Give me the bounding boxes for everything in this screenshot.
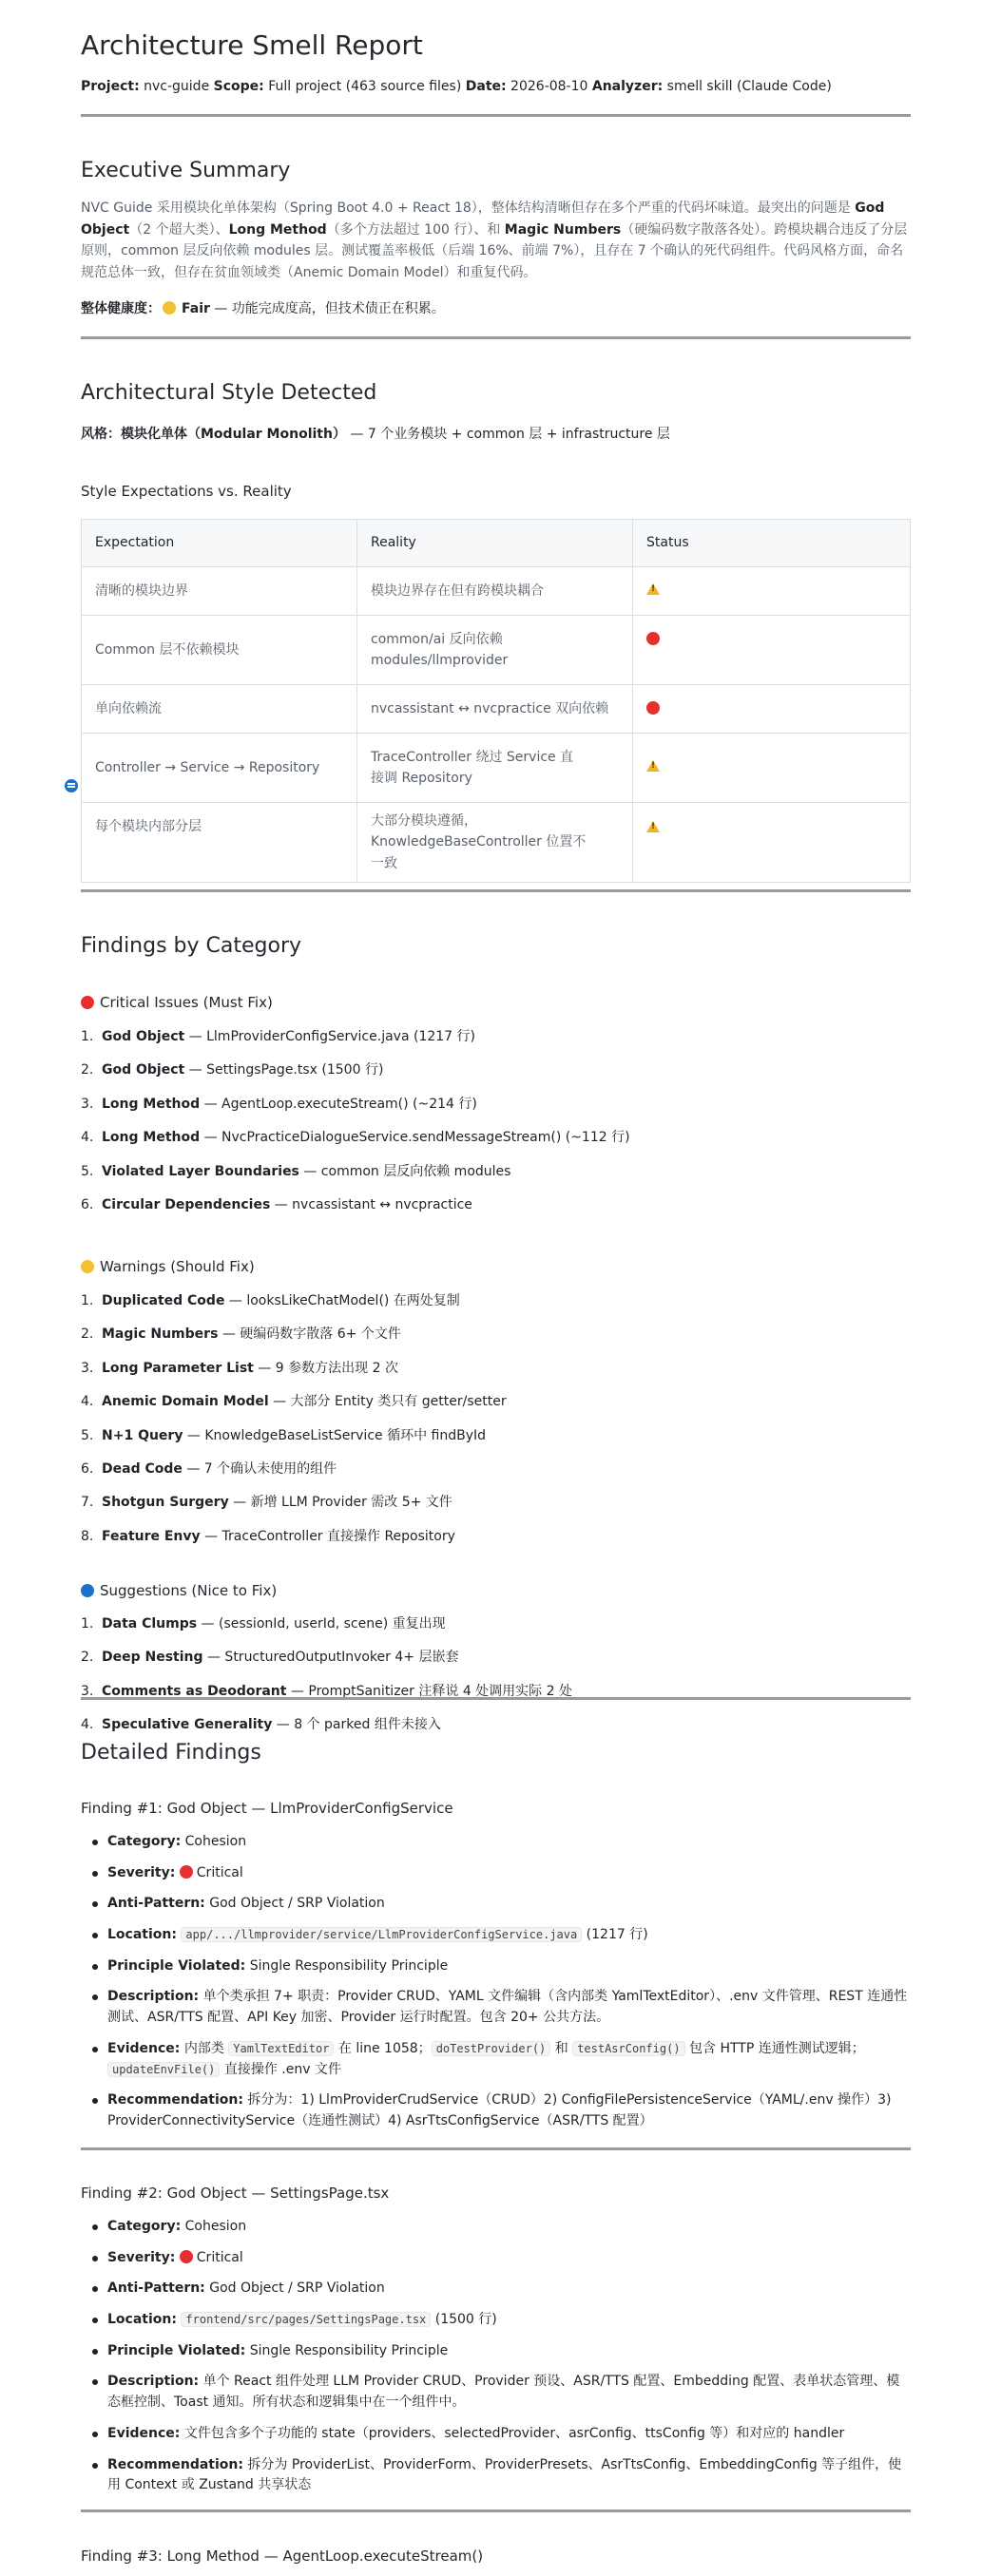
scope-value: Full project (463 source files) xyxy=(263,79,466,94)
cell-expectation: 每个模块内部分层 xyxy=(82,803,357,883)
style-line xyxy=(81,424,670,445)
finding-name: Speculative Generality xyxy=(102,1717,273,1733)
red-circle-icon xyxy=(81,996,94,1009)
cell-status xyxy=(633,803,911,883)
cell-expectation: Common 层不依赖模块 xyxy=(82,616,357,685)
detail-value: 单个 React 组件处理 LLM Provider CRUD、Provider 预设、ASR/TTS 配置、Embedding 配置、表单状态管理、模态框控制、Toast 通知。所有状态和逻辑集中在一个组件中。 xyxy=(107,2374,900,2411)
list-item xyxy=(81,2217,911,2238)
list-item xyxy=(81,1956,911,1977)
detail-value: (1217 行) xyxy=(582,1927,648,1943)
finding-desc: — TraceController 直接操作 Repository xyxy=(200,1528,455,1544)
list-item: 1. God Object — LlmProviderConfigService.java (1217 行) xyxy=(81,1029,475,1044)
finding-name: Magic Numbers xyxy=(102,1326,219,1343)
divider xyxy=(81,1697,911,1700)
health-line xyxy=(81,298,445,319)
detail-value: Single Responsibility Principle xyxy=(245,2342,449,2358)
detail-label: Evidence: xyxy=(107,2040,181,2056)
divider xyxy=(81,2147,911,2150)
finding-name: Long Parameter List xyxy=(102,1360,254,1376)
list-item: 1. Data Clumps — (sessionId, userId, scene) 重复出现 xyxy=(81,1616,446,1631)
detailed-heading: Detailed Findings xyxy=(81,1741,261,1765)
cell-status xyxy=(633,734,911,803)
red-circle-icon xyxy=(646,701,660,715)
evidence-code: testAsrConfig() xyxy=(572,2041,684,2056)
findings-heading: Findings by Category xyxy=(81,934,302,958)
list-item: 4. Long Method — NvcPracticeDialogueService.sendMessageStream() (~112 行) xyxy=(81,1130,630,1146)
detail-value: 拆分为：1) LlmProviderCrudService（CRUD）2) ConfigFilePersistenceService（YAML/.env 操作）3) ProviderConnectivityService（连通性测试）4) AsrTtsConfigService（ASR/TTS 配置） xyxy=(107,2092,892,2128)
detail-label: Evidence: xyxy=(107,2425,181,2441)
detail-value: 文件包含多个子功能的 state（providers、selectedProvider、asrConfig、ttsConfig 等）和对应的 handler xyxy=(180,2425,845,2441)
cell-reality: 模块边界存在但有跨模块耦合 xyxy=(357,567,633,616)
finding-name: Violated Layer Boundaries xyxy=(102,1163,299,1179)
summary-heading: Executive Summary xyxy=(81,159,291,182)
finding-name: Comments as Deodorant xyxy=(102,1683,287,1699)
analyzer-value: smell skill (Claude Code) xyxy=(663,79,832,94)
table-row xyxy=(82,685,911,734)
list-item: 6. Circular Dependencies — nvcassistant ↔ nvcpractice xyxy=(81,1196,472,1212)
detail-label: Recommendation: xyxy=(107,2092,243,2109)
warnings-heading-text: Warnings (Should Fix) xyxy=(100,1258,255,1275)
summary-text-2: （2 个超大类）、 xyxy=(129,221,229,238)
detail-label: Principle Violated: xyxy=(107,2342,246,2358)
health-note: — 功能完成度高，但技术债正在积累。 xyxy=(209,301,445,316)
warning-icon xyxy=(646,760,660,772)
summary-bold-long-method: Long Method xyxy=(228,221,327,238)
finding-2-details xyxy=(81,2217,911,2507)
cell-reality-text: common/ai 反向依赖 modules/llmprovider xyxy=(371,631,509,668)
cell-expectation: Controller → Service → Repository xyxy=(82,734,357,803)
table-row xyxy=(82,734,911,803)
suggestions-heading-text: Suggestions (Nice to Fix) xyxy=(100,1582,278,1599)
finding-desc: — 8 个 parked 组件未接入 xyxy=(272,1717,441,1733)
list-item xyxy=(81,1863,911,1884)
red-circle-icon xyxy=(646,632,660,645)
list-item: 1. Duplicated Code — looksLikeChatModel() 在两处复制 xyxy=(81,1293,460,1308)
detail-value: (1500 行) xyxy=(431,2312,497,2328)
col-reality: Reality xyxy=(357,520,633,567)
project-label: Project: xyxy=(81,79,140,94)
finding-name: Circular Dependencies xyxy=(102,1196,271,1212)
col-status: Status xyxy=(633,520,911,567)
finding-desc: — PromptSanitizer 注释说 4 处调用实际 2 处 xyxy=(286,1683,572,1699)
finding-desc: — (sessionId, userId, scene) 重复出现 xyxy=(197,1616,446,1631)
finding-name: Data Clumps xyxy=(102,1616,198,1631)
finding-desc: — 大部分 Entity 类只有 getter/setter xyxy=(268,1394,507,1410)
finding-1-details xyxy=(81,1832,911,2143)
finding-name: God Object xyxy=(102,1062,185,1078)
detail-value: 和 xyxy=(550,2040,573,2056)
finding-desc: — LlmProviderConfigService.java (1217 行) xyxy=(184,1029,475,1044)
cell-expectation: 单向依赖流 xyxy=(82,685,357,734)
suggestions-heading xyxy=(81,1579,277,1602)
divider xyxy=(81,2509,911,2512)
detail-label: Severity: xyxy=(107,1864,176,1880)
warnings-list xyxy=(81,1290,911,1559)
cell-reality xyxy=(357,616,633,685)
list-item xyxy=(81,2372,911,2413)
red-circle-icon xyxy=(180,1865,193,1879)
finding-desc: — 硬编码数字散落 6+ 个文件 xyxy=(218,1326,401,1343)
detail-value: 包含 HTTP 连通性测试逻辑； xyxy=(684,2040,865,2056)
warning-icon xyxy=(646,821,660,832)
health-label: 整体健康度： xyxy=(81,301,161,316)
detail-label: Description: xyxy=(107,2374,200,2390)
finding-name: Shotgun Surgery xyxy=(102,1495,229,1511)
detail-label: Anti-Pattern: xyxy=(107,1896,205,1912)
cell-reality-text: 大部分模块遵循，KnowledgeBaseController 位置不一致 xyxy=(371,813,587,871)
cell-expectation: 清晰的模块边界 xyxy=(82,567,357,616)
finding-desc: — nvcassistant ↔ nvcpractice xyxy=(270,1196,472,1212)
warning-icon xyxy=(646,583,660,595)
divider xyxy=(81,889,911,892)
cell-status xyxy=(633,685,911,734)
list-item xyxy=(81,2455,911,2496)
project-value: nvc-guide xyxy=(139,79,214,94)
style-label: 风格：模块化单体（Modular Monolith） xyxy=(81,427,346,442)
analyzer-label: Analyzer: xyxy=(591,79,664,94)
detail-label: Recommendation: xyxy=(107,2456,243,2472)
detail-label: Category: xyxy=(107,1834,182,1849)
summary-bold-god-object: God Object xyxy=(81,200,885,238)
list-item: 2. Magic Numbers — 硬编码数字散落 6+ 个文件 xyxy=(81,1326,401,1343)
cell-reality xyxy=(357,734,633,803)
detail-value: Single Responsibility Principle xyxy=(245,1957,449,1974)
cell-reality-text: TraceController 绕过 Service 直接调 Repository xyxy=(371,749,574,786)
yellow-circle-icon xyxy=(163,301,176,315)
list-item xyxy=(81,2248,911,2269)
suggestions-list xyxy=(81,1613,911,1748)
list-item: 2. God Object — SettingsPage.tsx (1500 行) xyxy=(81,1062,384,1078)
finding-desc: — StructuredOutputInvoker 4+ 层嵌套 xyxy=(202,1650,459,1666)
list-item xyxy=(81,2090,911,2131)
cell-reality: nvcassistant ↔ nvcpractice 双向依赖 xyxy=(357,685,633,734)
finding-desc: — common 层反向依赖 modules xyxy=(298,1163,511,1179)
finding-desc: — SettingsPage.tsx (1500 行) xyxy=(184,1062,384,1078)
list-item xyxy=(81,2341,911,2362)
list-item: 2. Deep Nesting — StructuredOutputInvoker 4+ 层嵌套 xyxy=(81,1650,459,1666)
summary-text-4: （硬编码数字散落各处）。跨模块耦合违反了分层原则，common 层反向依赖 modules 层。测试覆盖率极低（后端 16%、前端 7%），且存在 7 个确认的死代码组件。代码风格方面，命名规范总体一致，但存在贫血领域类（Anemic Domain Model）和重复代码。 xyxy=(81,221,908,281)
finding-name: Long Method xyxy=(102,1130,201,1146)
finding-name: God Object xyxy=(102,1029,185,1044)
detail-value: 内部类 xyxy=(180,2040,229,2056)
finding-name: Anemic Domain Model xyxy=(102,1394,269,1410)
finding-2-title: Finding #2: God Object — SettingsPage.tsx xyxy=(81,2185,390,2202)
list-item xyxy=(81,2310,911,2331)
list-item: 6. Dead Code — 7 个确认未使用的组件 xyxy=(81,1460,337,1477)
summary-paragraph xyxy=(81,198,911,284)
finding-name: Duplicated Code xyxy=(102,1293,225,1308)
finding-desc: — 9 参数方法出现 2 次 xyxy=(253,1360,398,1376)
list-item: 4. Anemic Domain Model — 大部分 Entity 类只有 getter/setter xyxy=(81,1394,507,1410)
report-title: Architecture Smell Report xyxy=(81,29,423,61)
finding-desc: — NvcPracticeDialogueService.sendMessageStream() (~112 行) xyxy=(200,1130,630,1146)
location-code: app/.../llmprovider/service/LlmProviderConfigService.java xyxy=(181,1927,582,1942)
blue-circle-icon xyxy=(81,1584,94,1597)
detail-label: Location: xyxy=(107,1927,177,1943)
detail-value: 拆分为 ProviderList、ProviderForm、ProviderPresets、AsrTtsConfig、EmbeddingConfig 等子组件，使用 Context 或 Zustand 共享状态 xyxy=(107,2456,902,2493)
evidence-code: YamlTextEditor xyxy=(228,2041,334,2056)
col-expectation: Expectation xyxy=(82,520,357,567)
summary-text-3: （多个方法超过 100 行）、和 xyxy=(326,221,505,238)
list-item xyxy=(81,1894,911,1915)
summary-text-1: NVC Guide 采用模块化单体架构（Spring Boot 4.0 + React 18），整体结构清晰但存在多个严重的代码坏味道。最突出的问题是 xyxy=(81,200,856,216)
summary-bold-magic-numbers: Magic Numbers xyxy=(504,221,622,238)
detail-label: Description: xyxy=(107,1989,200,2005)
style-heading: Architectural Style Detected xyxy=(81,381,377,405)
yellow-circle-icon xyxy=(81,1260,94,1273)
critical-heading xyxy=(81,991,273,1014)
list-item: 3. Comments as Deodorant — PromptSanitizer 注释说 4 处调用实际 2 处 xyxy=(81,1683,572,1699)
cell-reality xyxy=(357,803,633,883)
list-item: 5. N+1 Query — KnowledgeBaseListService 循环中 findById xyxy=(81,1427,487,1443)
list-item xyxy=(81,2039,911,2080)
finding-desc: — 新增 LLM Provider 需改 5+ 文件 xyxy=(228,1495,452,1511)
style-table-heading: Style Expectations vs. Reality xyxy=(81,483,292,500)
list-item: 7. Shotgun Surgery — 新增 LLM Provider 需改 5+ 文件 xyxy=(81,1495,452,1511)
style-table xyxy=(81,519,911,883)
table-row xyxy=(82,803,911,883)
date-label: Date: xyxy=(465,79,507,94)
location-code: frontend/src/pages/SettingsPage.tsx xyxy=(181,2312,431,2327)
finding-desc: — 7 个确认未使用的组件 xyxy=(182,1460,337,1477)
date-value: 2026-08-10 xyxy=(506,79,592,94)
finding-name: Long Method xyxy=(102,1096,201,1112)
detail-value: Cohesion xyxy=(181,2219,247,2234)
table-row xyxy=(82,616,911,685)
critical-heading-text: Critical Issues (Must Fix) xyxy=(100,994,273,1011)
detail-value: Cohesion xyxy=(181,1834,247,1849)
detail-label: Anti-Pattern: xyxy=(107,2280,205,2297)
finding-name: Dead Code xyxy=(102,1460,183,1477)
list-item: 3. Long Method — AgentLoop.executeStream() (~214 行) xyxy=(81,1096,477,1112)
finding-name: Deep Nesting xyxy=(102,1650,203,1666)
evidence-code: updateEnvFile() xyxy=(107,2062,220,2077)
finding-desc: — KnowledgeBaseListService 循环中 findById xyxy=(183,1427,487,1443)
health-value: Fair xyxy=(182,301,210,316)
list-item xyxy=(81,2279,911,2299)
detail-value: 单个类承担 7+ 职责：Provider CRUD、YAML 文件编辑（含内部类 YamlTextEditor）、.env 文件管理、REST 连通性测试、ASR/TTS 配置、API Key 加密、Provider 运行时配置。包含 20+ 公共方法。 xyxy=(107,1989,908,2026)
finding-name: Feature Envy xyxy=(102,1528,201,1544)
list-item: 3. Long Parameter List — 9 参数方法出现 2 次 xyxy=(81,1360,398,1376)
list-item: 5. Violated Layer Boundaries — common 层反向依赖 modules xyxy=(81,1163,511,1179)
report-meta xyxy=(81,76,832,97)
list-item xyxy=(81,1832,911,1853)
cell-status xyxy=(633,567,911,616)
scope-label: Scope: xyxy=(213,79,264,94)
finding-desc: — AgentLoop.executeStream() (~214 行) xyxy=(200,1096,477,1112)
list-item: 8. Feature Envy — TraceController 直接操作 Repository xyxy=(81,1528,455,1544)
divider xyxy=(81,336,911,339)
finding-desc: — looksLikeChatModel() 在两处复制 xyxy=(224,1293,460,1308)
finding-1-title: Finding #1: God Object — LlmProviderConfigService xyxy=(81,1800,453,1817)
table-row xyxy=(82,567,911,616)
list-item xyxy=(81,1987,911,2028)
warnings-heading xyxy=(81,1255,255,1278)
list-item xyxy=(81,2424,911,2445)
detail-value: Critical xyxy=(196,1864,243,1880)
detail-value: 在 line 1058； xyxy=(334,2040,432,2056)
critical-list xyxy=(81,1026,911,1228)
detail-value: God Object / SRP Violation xyxy=(204,1896,385,1912)
detail-label: Principle Violated: xyxy=(107,1957,246,1974)
divider xyxy=(81,114,911,117)
detail-label: Severity: xyxy=(107,2249,176,2265)
style-note: — 7 个业务模块 + common 层 + infrastructure 层 xyxy=(345,427,670,442)
detail-value: 直接操作 .env 文件 xyxy=(220,2061,341,2077)
table-header-row xyxy=(82,520,911,567)
list-item xyxy=(81,1925,911,1946)
cell-status xyxy=(633,616,911,685)
list-item: 4. Speculative Generality — 8 个 parked 组件未接入 xyxy=(81,1717,441,1733)
detail-value: Critical xyxy=(196,2249,243,2265)
detail-label: Category: xyxy=(107,2219,182,2234)
evidence-code: doTestProvider() xyxy=(432,2041,551,2056)
finding-3-title: Finding #3: Long Method — AgentLoop.executeStream() xyxy=(81,2547,484,2565)
detail-label: Location: xyxy=(107,2312,177,2328)
comment-marker-icon[interactable] xyxy=(65,779,78,792)
finding-name: N+1 Query xyxy=(102,1427,183,1443)
red-circle-icon xyxy=(180,2250,193,2263)
detail-value: God Object / SRP Violation xyxy=(204,2280,385,2297)
